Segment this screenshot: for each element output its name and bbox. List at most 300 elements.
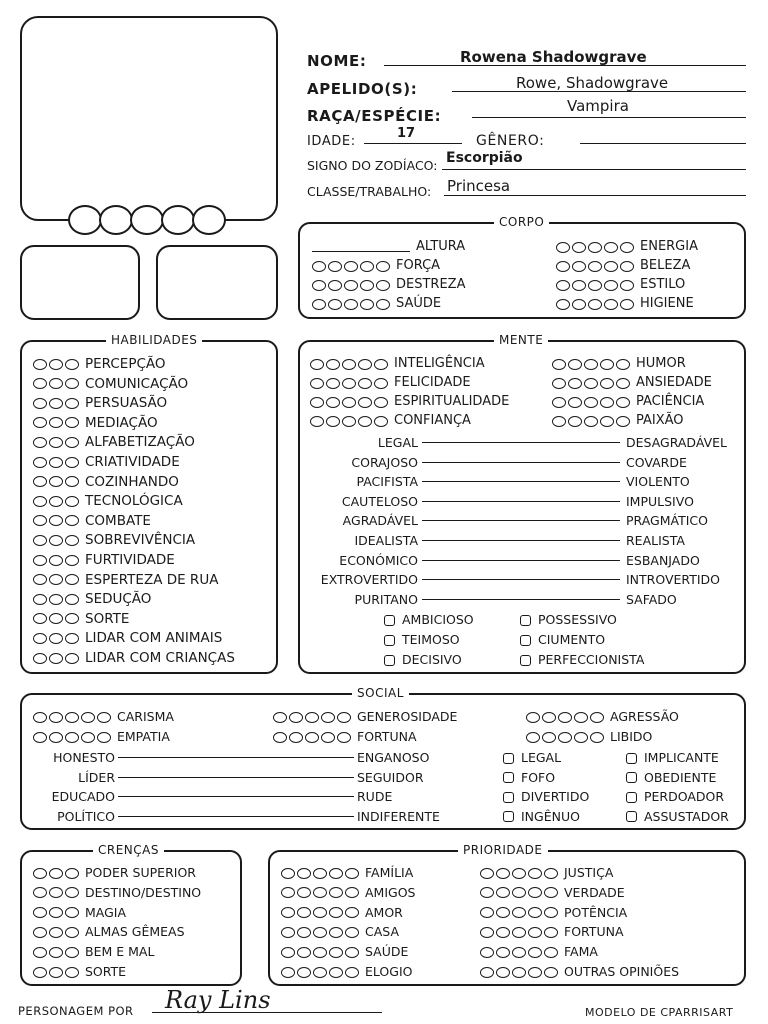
rating-dot[interactable] (358, 397, 372, 408)
rating-dot[interactable] (65, 633, 79, 644)
rating-dot[interactable] (552, 397, 566, 408)
rating-dot[interactable] (512, 887, 526, 898)
comunicacao-rating[interactable] (33, 378, 79, 389)
rating-dot[interactable] (480, 887, 494, 898)
rating-dot[interactable] (313, 927, 327, 938)
rating-dot[interactable] (329, 947, 343, 958)
rating-dot[interactable] (49, 437, 63, 448)
percepcao-rating[interactable] (33, 359, 79, 370)
elogio-label: ELOGIO (365, 964, 413, 979)
rating-dot[interactable] (329, 868, 343, 879)
rating-dot[interactable] (49, 927, 63, 938)
rating-dot[interactable] (33, 515, 47, 526)
rating-dot[interactable] (65, 574, 79, 585)
rating-dot[interactable] (65, 967, 79, 978)
confianca-rating[interactable] (310, 416, 388, 427)
rating-dot[interactable] (65, 476, 79, 487)
rating-dot[interactable] (33, 907, 47, 918)
tecnologica-rating[interactable] (33, 496, 79, 507)
rating-dot[interactable] (342, 359, 356, 370)
rating-dot[interactable] (65, 887, 79, 898)
rating-dot[interactable] (544, 947, 558, 958)
libido-rating[interactable] (526, 732, 604, 743)
rating-dot[interactable] (65, 613, 79, 624)
teimoso-label: TEIMOSO (402, 632, 460, 647)
idade-value[interactable]: 17 (397, 126, 416, 141)
rating-dot[interactable] (49, 653, 63, 664)
rating-dot[interactable] (313, 947, 327, 958)
rating-dot[interactable] (544, 868, 558, 879)
rating-dot[interactable] (496, 927, 510, 938)
rating-dot[interactable] (480, 947, 494, 958)
rating-dot[interactable] (374, 359, 388, 370)
rating-dot[interactable] (552, 359, 566, 370)
rating-dot[interactable] (49, 359, 63, 370)
scale-slider[interactable] (422, 442, 620, 443)
destreza-label: DESTREZA (396, 277, 466, 292)
rating-dot[interactable] (326, 416, 340, 427)
rating-dot[interactable] (374, 397, 388, 408)
mediacao-rating[interactable] (33, 417, 79, 428)
esperteza-de-rua-rating[interactable] (33, 574, 79, 585)
rating-dot[interactable] (528, 967, 542, 978)
rating-dot[interactable] (590, 712, 604, 723)
rating-dot[interactable] (496, 907, 510, 918)
verdade-rating[interactable] (480, 887, 558, 898)
rating-dot[interactable] (33, 535, 47, 546)
rating-dot[interactable] (65, 555, 79, 566)
legal-checkbox[interactable] (503, 753, 514, 764)
rating-dot[interactable] (49, 476, 63, 487)
rating-dot[interactable] (33, 457, 47, 468)
rating-dot[interactable] (374, 378, 388, 389)
rating-dot[interactable] (310, 397, 324, 408)
rating-dot[interactable] (297, 907, 311, 918)
implicante-checkbox[interactable] (626, 753, 637, 764)
rating-dot[interactable] (568, 359, 582, 370)
rating-dot[interactable] (33, 359, 47, 370)
rating-dot[interactable] (342, 378, 356, 389)
rating-dot[interactable] (568, 416, 582, 427)
rating-dot[interactable] (496, 887, 510, 898)
decisivo-checkbox[interactable] (384, 655, 395, 666)
rating-dot[interactable] (600, 416, 614, 427)
classe-value[interactable]: Princesa (447, 177, 511, 195)
rating-dot[interactable] (574, 712, 588, 723)
rating-dot[interactable] (33, 887, 47, 898)
estilo-rating[interactable] (556, 280, 634, 291)
rating-dot[interactable] (568, 378, 582, 389)
scale-slider[interactable] (422, 520, 620, 521)
rating-dot[interactable] (552, 416, 566, 427)
scale-slider[interactable] (118, 796, 354, 797)
rating-dot[interactable] (49, 907, 63, 918)
inteligencia-rating[interactable] (310, 359, 388, 370)
rating-dot[interactable] (616, 378, 630, 389)
persuasao-rating[interactable] (33, 398, 79, 409)
outras-opinioes-rating[interactable] (480, 967, 558, 978)
scale-right-pragmatico: PRAGMÁTICO (626, 513, 708, 529)
cozinhando-rating[interactable] (33, 476, 79, 487)
scale-slider[interactable] (422, 599, 620, 600)
combate-rating[interactable] (33, 515, 79, 526)
rating-dot[interactable] (81, 712, 95, 723)
perfeccionista-checkbox[interactable] (520, 655, 531, 666)
paciencia-rating[interactable] (552, 397, 630, 408)
justica-rating[interactable] (480, 868, 558, 879)
nome-value[interactable]: Rowena Shadowgrave (460, 48, 647, 66)
rating-dot[interactable] (49, 555, 63, 566)
sorte-rating[interactable] (33, 613, 79, 624)
rating-dot[interactable] (345, 907, 359, 918)
rating-dot[interactable] (374, 416, 388, 427)
rating-dot[interactable] (512, 927, 526, 938)
rating-dot[interactable] (496, 868, 510, 879)
rating-row-fortuna (273, 729, 417, 745)
rating-dot[interactable] (65, 712, 79, 723)
rating-dot[interactable] (33, 574, 47, 585)
rating-dot[interactable] (544, 887, 558, 898)
saude-label: SAÚDE (365, 944, 409, 960)
rating-row-verdade (480, 885, 625, 901)
rating-dot[interactable] (49, 594, 63, 605)
rating-dot[interactable] (310, 359, 324, 370)
rating-dot[interactable] (33, 417, 47, 428)
seducao-rating[interactable] (33, 594, 79, 605)
rating-dot[interactable] (616, 416, 630, 427)
rating-dot[interactable] (33, 927, 47, 938)
rating-dot[interactable] (558, 712, 572, 723)
rating-dot[interactable] (496, 967, 510, 978)
rating-dot[interactable] (512, 868, 526, 879)
rating-dot[interactable] (273, 732, 287, 743)
scale-slider[interactable] (118, 816, 354, 817)
rating-dot[interactable] (568, 397, 582, 408)
scale-slider[interactable] (422, 481, 620, 482)
rating-dot[interactable] (313, 887, 327, 898)
rating-dot[interactable] (313, 907, 327, 918)
rating-dot[interactable] (289, 732, 303, 743)
rating-dot[interactable] (33, 732, 47, 743)
rating-dot[interactable] (33, 613, 47, 624)
perdoador-checkbox[interactable] (626, 792, 637, 803)
rating-dot[interactable] (544, 907, 558, 918)
rating-dot[interactable] (33, 633, 47, 644)
fortuna-rating[interactable] (273, 732, 351, 743)
apelido-value[interactable]: Rowe, Shadowgrave (516, 74, 669, 92)
rating-dot[interactable] (65, 515, 79, 526)
rating-dot[interactable] (65, 653, 79, 664)
rating-dot[interactable] (49, 457, 63, 468)
rating-dot[interactable] (600, 378, 614, 389)
scale-slider[interactable] (118, 777, 354, 778)
rating-dot[interactable] (49, 868, 63, 879)
rating-dot[interactable] (326, 378, 340, 389)
scale-slider[interactable] (118, 757, 354, 758)
rating-dot[interactable] (480, 868, 494, 879)
rating-dot[interactable] (49, 496, 63, 507)
rating-dot[interactable] (313, 967, 327, 978)
rating-dot[interactable] (49, 947, 63, 958)
rating-dot[interactable] (305, 712, 319, 723)
rating-dot[interactable] (33, 398, 47, 409)
rating-dot[interactable] (526, 732, 540, 743)
rating-dot[interactable] (33, 594, 47, 605)
scale-slider[interactable] (422, 462, 620, 463)
rating-dot[interactable] (528, 887, 542, 898)
scale-right-introvertido: INTROVERTIDO (626, 572, 720, 588)
rating-dot[interactable] (528, 947, 542, 958)
teimoso-checkbox[interactable] (384, 635, 395, 646)
rating-dot[interactable] (49, 732, 63, 743)
rating-dot[interactable] (33, 476, 47, 487)
almas-gemeas-rating[interactable] (33, 927, 79, 938)
ansiedade-rating[interactable] (552, 378, 630, 389)
rating-dot[interactable] (281, 887, 295, 898)
rating-dot[interactable] (65, 947, 79, 958)
poder-superior-rating[interactable] (33, 868, 79, 879)
rating-dot[interactable] (49, 535, 63, 546)
higiene-rating[interactable] (556, 299, 634, 310)
rating-dot[interactable] (33, 967, 47, 978)
signo-value[interactable]: Escorpião (446, 150, 523, 166)
rating-dot[interactable] (281, 947, 295, 958)
rating-dot[interactable] (281, 907, 295, 918)
rating-dot[interactable] (584, 378, 598, 389)
rating-dot[interactable] (65, 907, 79, 918)
rating-dot[interactable] (281, 927, 295, 938)
destreza-rating[interactable] (312, 280, 390, 291)
scale-slider[interactable] (422, 579, 620, 580)
rating-dot[interactable] (337, 712, 351, 723)
casa-rating[interactable] (281, 927, 359, 938)
corpo-row-energia (556, 239, 698, 255)
rating-dot[interactable] (584, 397, 598, 408)
carisma-rating[interactable] (33, 712, 111, 723)
energia-rating[interactable] (556, 242, 634, 253)
rating-dot[interactable] (329, 907, 343, 918)
criatividade-rating[interactable] (33, 457, 79, 468)
generosidade-rating[interactable] (273, 712, 351, 723)
amigos-rating[interactable] (281, 887, 359, 898)
rating-dot[interactable] (49, 398, 63, 409)
rating-dot[interactable] (480, 967, 494, 978)
familia-rating[interactable] (281, 868, 359, 879)
rating-row-destino-destino (33, 885, 201, 901)
rating-dot[interactable] (528, 927, 542, 938)
potencia-rating[interactable] (480, 907, 558, 918)
rating-dot[interactable] (345, 868, 359, 879)
saude-rating[interactable] (281, 947, 359, 958)
rating-dot[interactable] (49, 967, 63, 978)
rating-dot[interactable] (49, 515, 63, 526)
rating-dot[interactable] (542, 732, 556, 743)
empatia-rating[interactable] (33, 732, 111, 743)
rating-row-amor (281, 905, 403, 921)
rating-dot[interactable] (310, 416, 324, 427)
rating-dot[interactable] (358, 359, 372, 370)
fofo-checkbox[interactable] (503, 772, 514, 783)
rating-dot[interactable] (321, 712, 335, 723)
rating-dot[interactable] (544, 927, 558, 938)
rating-dot[interactable] (49, 378, 63, 389)
rating-dot[interactable] (342, 416, 356, 427)
rating-dot[interactable] (345, 967, 359, 978)
rating-dot[interactable] (297, 927, 311, 938)
rating-dot[interactable] (65, 594, 79, 605)
humor-rating[interactable] (552, 359, 630, 370)
rating-dot[interactable] (358, 378, 372, 389)
rating-dot[interactable] (65, 457, 79, 468)
forca-rating[interactable] (312, 261, 390, 272)
rating-dot[interactable] (616, 359, 630, 370)
rating-dot[interactable] (297, 868, 311, 879)
rating-dot[interactable] (273, 712, 287, 723)
rating-dot[interactable] (65, 437, 79, 448)
rating-dot[interactable] (49, 613, 63, 624)
rating-dot[interactable] (480, 927, 494, 938)
scale-slider[interactable] (422, 501, 620, 502)
rating-dot[interactable] (342, 397, 356, 408)
rating-dot[interactable] (512, 967, 526, 978)
rating-dot[interactable] (33, 555, 47, 566)
felicidade-rating[interactable] (310, 378, 388, 389)
rating-dot[interactable] (33, 653, 47, 664)
rating-dot[interactable] (321, 732, 335, 743)
sobrevivencia-rating[interactable] (33, 535, 79, 546)
rating-dot[interactable] (65, 496, 79, 507)
rating-dot[interactable] (297, 947, 311, 958)
rating-dot[interactable] (65, 417, 79, 428)
rating-dot[interactable] (544, 967, 558, 978)
rating-dot[interactable] (616, 397, 630, 408)
lidar-com-animais-rating[interactable] (33, 633, 79, 644)
rating-dot[interactable] (49, 633, 63, 644)
rating-dot[interactable] (33, 496, 47, 507)
rating-dot[interactable] (65, 927, 79, 938)
rating-dot[interactable] (552, 378, 566, 389)
elogio-rating[interactable] (281, 967, 359, 978)
rating-dot[interactable] (281, 967, 295, 978)
rating-dot[interactable] (337, 732, 351, 743)
fortuna-label: FORTUNA (357, 729, 417, 744)
magia-rating[interactable] (33, 907, 79, 918)
rating-dot[interactable] (33, 868, 47, 879)
rating-dot[interactable] (329, 887, 343, 898)
rating-dot[interactable] (496, 947, 510, 958)
ambicioso-checkbox[interactable] (384, 615, 395, 626)
alfabetizacao-rating[interactable] (33, 437, 79, 448)
rating-dot[interactable] (584, 416, 598, 427)
beleza-rating[interactable] (556, 261, 634, 272)
rating-dot[interactable] (281, 868, 295, 879)
fortuna-rating[interactable] (480, 927, 558, 938)
destino-destino-rating[interactable] (33, 887, 79, 898)
rating-dot[interactable] (600, 359, 614, 370)
rating-dot[interactable] (33, 712, 47, 723)
amor-rating[interactable] (281, 907, 359, 918)
rating-dot[interactable] (49, 887, 63, 898)
rating-dot[interactable] (329, 927, 343, 938)
rating-dot[interactable] (310, 378, 324, 389)
rating-dot[interactable] (358, 416, 372, 427)
paixao-rating[interactable] (552, 416, 630, 427)
raca-value[interactable]: Vampira (567, 97, 629, 115)
rating-dot[interactable] (49, 574, 63, 585)
rating-dot[interactable] (558, 732, 572, 743)
rating-dot[interactable] (480, 907, 494, 918)
rating-dot[interactable] (345, 947, 359, 958)
rating-dot[interactable] (33, 947, 47, 958)
saude-rating[interactable] (312, 299, 390, 310)
rating-dot[interactable] (65, 868, 79, 879)
rating-dot[interactable] (81, 732, 95, 743)
rating-dot[interactable] (65, 732, 79, 743)
rating-dot[interactable] (326, 397, 340, 408)
rating-dot[interactable] (584, 359, 598, 370)
rating-dot[interactable] (526, 712, 540, 723)
rating-dot[interactable] (49, 417, 63, 428)
assustador-checkbox[interactable] (626, 811, 637, 822)
espiritualidade-rating[interactable] (310, 397, 388, 408)
rating-dot[interactable] (345, 927, 359, 938)
rating-dot[interactable] (313, 868, 327, 879)
rating-dot[interactable] (65, 359, 79, 370)
portrait-frame (20, 16, 278, 221)
rating-dot[interactable] (289, 712, 303, 723)
rating-dot[interactable] (512, 907, 526, 918)
rating-dot[interactable] (33, 378, 47, 389)
rating-dot[interactable] (326, 359, 340, 370)
corpo-row-saude (312, 296, 441, 312)
fama-rating[interactable] (480, 947, 558, 958)
ciumento-checkbox[interactable] (520, 635, 531, 646)
lidar-com-criancas-rating[interactable] (33, 653, 79, 664)
agressao-rating[interactable] (526, 712, 604, 723)
furtividade-rating[interactable] (33, 555, 79, 566)
obediente-checkbox[interactable] (626, 772, 637, 783)
ingenuo-checkbox[interactable] (503, 811, 514, 822)
divertido-checkbox[interactable] (503, 792, 514, 803)
rating-dot[interactable] (297, 967, 311, 978)
rating-dot[interactable] (512, 947, 526, 958)
scale-slider[interactable] (422, 540, 620, 541)
rating-dot[interactable] (97, 712, 111, 723)
rating-dot[interactable] (329, 967, 343, 978)
rating-dot[interactable] (65, 398, 79, 409)
rating-dot[interactable] (528, 868, 542, 879)
rating-dot[interactable] (97, 732, 111, 743)
possessivo-checkbox[interactable] (520, 615, 531, 626)
rating-dot[interactable] (65, 378, 79, 389)
rating-dot[interactable] (574, 732, 588, 743)
rating-dot[interactable] (49, 712, 63, 723)
altura-line[interactable] (312, 242, 410, 252)
rating-dot[interactable] (65, 535, 79, 546)
bem-e-mal-rating[interactable] (33, 947, 79, 958)
rating-dot[interactable] (528, 907, 542, 918)
rating-dot[interactable] (542, 712, 556, 723)
sorte-rating[interactable] (33, 967, 79, 978)
rating-dot[interactable] (600, 397, 614, 408)
rating-dot[interactable] (305, 732, 319, 743)
paciencia-label: PACIÊNCIA (636, 394, 705, 409)
rating-dot[interactable] (297, 887, 311, 898)
rating-dot[interactable] (33, 437, 47, 448)
scale-slider[interactable] (422, 560, 620, 561)
rating-dot[interactable] (590, 732, 604, 743)
rating-dot[interactable] (345, 887, 359, 898)
